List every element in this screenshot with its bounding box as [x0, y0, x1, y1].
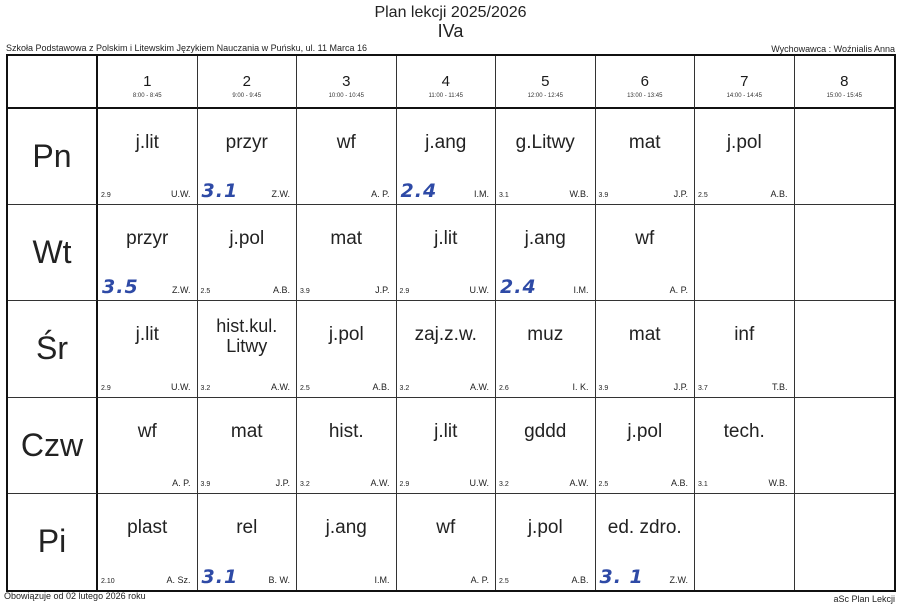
lesson-room: 3.9 [200, 480, 211, 488]
lesson-teacher: Z.W. [172, 285, 191, 296]
software-credit: aSc Plan Lekcji [833, 594, 895, 604]
lesson-teacher: A. P. [371, 189, 390, 200]
lesson-subject: inf [734, 324, 755, 346]
period-number: 5 [541, 73, 550, 90]
period-time: 11:00 - 11:45 [428, 93, 463, 99]
period-time: 15:00 - 15:45 [826, 93, 862, 99]
day-label: Pi [8, 494, 98, 590]
lesson-cell [496, 494, 596, 590]
lesson-teacher: I.M. [573, 285, 589, 296]
handwritten-room: 2.4 [400, 180, 438, 203]
lesson-teacher: J.P. [673, 381, 688, 392]
period-number: 2 [242, 73, 251, 90]
lesson-cell [596, 109, 696, 205]
lesson-cell [695, 494, 795, 590]
period-number: 1 [143, 73, 152, 90]
handwritten-room: 3.1 [201, 180, 239, 203]
lesson-cell [795, 494, 895, 590]
lesson-cell [297, 109, 397, 205]
lesson-subject: j.pol [726, 132, 762, 153]
lesson-subject: j.lit [434, 228, 458, 250]
lesson-teacher: J.P. [673, 189, 688, 200]
lesson-subject: j.ang [325, 516, 367, 538]
period-header [297, 56, 397, 109]
lesson-room: 3.2 [200, 384, 211, 392]
lesson-cell [695, 301, 795, 397]
lesson-teacher: A. P. [172, 477, 191, 488]
lesson-cell [496, 301, 596, 397]
lesson-subject: j.ang [425, 132, 467, 153]
lesson-room: 3.1 [698, 480, 708, 488]
lesson-cell [596, 301, 696, 397]
lesson-room: 3.1 [499, 192, 509, 200]
lesson-subject: j.pol [527, 516, 563, 538]
lesson-room: 2.9 [399, 480, 410, 488]
lesson-cell [397, 205, 497, 301]
lesson-teacher: A.W. [270, 381, 290, 392]
lesson-cell [397, 398, 497, 494]
lesson-teacher: A.W. [569, 477, 589, 488]
period-time: 8:00 - 8:45 [132, 93, 162, 99]
lesson-teacher: A.W. [469, 381, 489, 392]
lesson-room: 2.5 [698, 192, 708, 200]
lesson-room: 2.5 [499, 577, 509, 585]
lesson-teacher: I.M. [374, 574, 390, 585]
period-header [198, 56, 298, 109]
lesson-cell [496, 109, 596, 205]
handwritten-room: 3.1 [201, 565, 239, 588]
lesson-cell [297, 398, 397, 494]
period-time: 10:00 - 10:45 [328, 93, 364, 99]
day-label: Pn [8, 109, 98, 205]
lesson-teacher: A. P. [470, 574, 489, 585]
lesson-cell [98, 109, 198, 205]
lesson-room: 2.5 [300, 384, 310, 392]
lesson-cell [496, 398, 596, 494]
lesson-subject: hist.kul. Litwy [216, 316, 278, 357]
period-time: 14:00 - 14:45 [726, 93, 762, 99]
handwritten-room: 3. 1 [599, 565, 644, 588]
period-time: 9:00 - 9:45 [232, 93, 262, 99]
lesson-subject: j.pol [627, 420, 663, 442]
lesson-room: 2.9 [399, 288, 410, 296]
lesson-room: 2.5 [598, 480, 609, 488]
lesson-cell [795, 109, 895, 205]
lesson-subject: wf [436, 516, 456, 538]
period-number: 3 [342, 73, 351, 90]
lesson-cell [198, 109, 298, 205]
period-time: 13:00 - 13:45 [627, 93, 663, 99]
period-header [98, 56, 198, 109]
lesson-subject: gddd [524, 420, 567, 442]
lesson-subject: j.lit [135, 324, 159, 346]
lesson-cell [297, 301, 397, 397]
period-time: 12:00 - 12:45 [527, 93, 563, 99]
valid-from-note: Obowiązuje od 02 lutego 2026 roku [4, 591, 146, 601]
lesson-room: 2.6 [499, 384, 509, 392]
period-header [397, 56, 497, 109]
homeroom-teacher: Wychowawca : Woźnialis Anna [771, 44, 895, 54]
lesson-room: 3.2 [399, 384, 410, 392]
lesson-subject: g.Litwy [515, 132, 575, 153]
lesson-room: 3.9 [300, 288, 310, 296]
lesson-cell [397, 494, 497, 590]
lesson-subject: ed. zdro. [607, 516, 682, 538]
school-name: Szkoła Podstawowa z Polskim i Litewskim Językiem Nauczania w Puńsku, ul. 11 Marca 16 [6, 43, 367, 53]
lesson-subject: mat [628, 324, 661, 346]
lesson-subject: j.lit [434, 420, 458, 442]
lesson-teacher: A.W. [370, 477, 390, 488]
lesson-room: 3.2 [300, 480, 310, 488]
lesson-teacher: A.B. [770, 189, 788, 200]
lesson-teacher: U.W. [469, 285, 489, 296]
lesson-subject: mat [330, 228, 363, 250]
lesson-room: 2.5 [200, 288, 211, 296]
lesson-teacher: Z.W. [669, 574, 688, 585]
period-header [496, 56, 596, 109]
lesson-teacher: W.B. [768, 477, 788, 488]
lesson-subject: j.pol [328, 324, 364, 346]
lesson-subject: mat [230, 420, 263, 442]
lesson-teacher: W.B. [569, 189, 589, 200]
period-header [695, 56, 795, 109]
lesson-cell [596, 398, 696, 494]
lesson-subject: przyr [225, 132, 268, 153]
handwritten-room: 2.4 [500, 276, 537, 299]
lesson-cell [695, 109, 795, 205]
lesson-subject: mat [628, 132, 661, 153]
period-number: 8 [840, 73, 849, 90]
lesson-teacher: B. W. [268, 574, 290, 585]
lesson-teacher: T.B. [771, 381, 788, 392]
class-name: IVa [437, 21, 464, 41]
period-number: 6 [640, 73, 649, 90]
lesson-room: 3.9 [598, 384, 609, 392]
lesson-subject: rel [236, 516, 258, 538]
lesson-subject: j.pol [229, 228, 265, 250]
page-title: Plan lekcji 2025/2026 [374, 4, 527, 21]
lesson-subject: przyr [126, 228, 169, 250]
lesson-teacher: A.B. [272, 285, 290, 296]
lesson-subject: tech. [723, 420, 765, 442]
period-number: 7 [740, 73, 749, 90]
lesson-teacher: A. Sz. [166, 574, 191, 585]
lesson-teacher: J.P. [275, 477, 290, 488]
lesson-room: 2.9 [101, 192, 111, 200]
lesson-cell [695, 398, 795, 494]
lesson-teacher: A. P. [669, 285, 688, 296]
lesson-teacher: U.W. [171, 381, 191, 392]
lesson-teacher: A.B. [670, 477, 688, 488]
lesson-teacher: I. K. [572, 381, 589, 392]
lesson-cell [198, 301, 298, 397]
lesson-cell [795, 398, 895, 494]
lesson-teacher: J.P. [375, 285, 390, 296]
lesson-cell [596, 205, 696, 301]
lesson-cell [198, 398, 298, 494]
corner-cell [8, 56, 98, 109]
lesson-teacher: I.M. [474, 189, 489, 200]
lesson-subject: j.ang [524, 228, 566, 250]
lesson-cell [98, 398, 198, 494]
lesson-teacher: A.B. [372, 381, 390, 392]
lesson-cell [98, 494, 198, 590]
lesson-cell [795, 301, 895, 397]
lesson-subject: hist. [328, 420, 364, 442]
lesson-cell [695, 205, 795, 301]
lesson-cell [297, 205, 397, 301]
lesson-room: 3.2 [499, 480, 509, 488]
lesson-room: 2.10 [101, 577, 115, 585]
lesson-cell [397, 109, 497, 205]
lesson-cell [198, 494, 298, 590]
lesson-subject: wf [635, 228, 655, 250]
period-header [795, 56, 895, 109]
period-number: 4 [441, 73, 450, 90]
lesson-subject: plast [127, 516, 168, 538]
lesson-room: 3.9 [598, 192, 609, 200]
lesson-cell [297, 494, 397, 590]
lesson-subject: muz [527, 324, 564, 346]
lesson-cell [198, 205, 298, 301]
lesson-cell [795, 205, 895, 301]
lesson-cell [496, 205, 596, 301]
lesson-teacher: A.B. [571, 574, 589, 585]
lesson-room: 3.7 [698, 384, 708, 392]
lesson-teacher: U.W. [171, 189, 191, 200]
lesson-cell [98, 301, 198, 397]
day-label: Wt [8, 205, 98, 301]
lesson-teacher: U.W. [469, 477, 489, 488]
day-label: Śr [8, 301, 98, 397]
lesson-cell [98, 205, 198, 301]
lesson-subject: zaj.z.w. [414, 324, 477, 346]
lesson-cell [596, 494, 696, 590]
period-header [596, 56, 696, 109]
day-label: Czw [8, 398, 98, 494]
lesson-subject: j.lit [135, 132, 159, 153]
lesson-subject: wf [137, 420, 157, 442]
lesson-teacher: Z.W. [271, 189, 290, 200]
timetable-grid [6, 54, 896, 592]
lesson-cell [397, 301, 497, 397]
lesson-room: 2.9 [101, 384, 111, 392]
handwritten-room: 3.5 [102, 276, 139, 299]
lesson-subject: wf [336, 132, 356, 153]
